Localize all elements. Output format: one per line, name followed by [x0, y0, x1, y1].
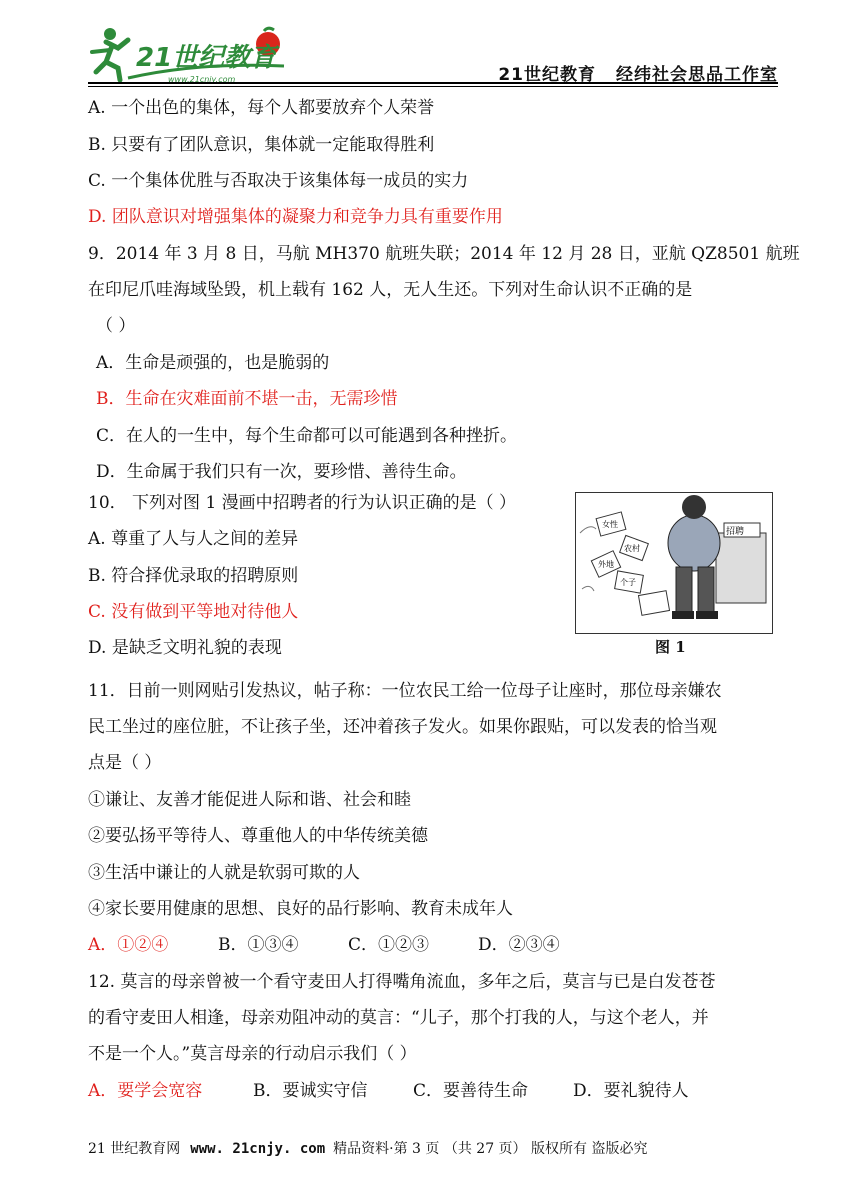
q8-option-c: C. 一个集体优胜与否取决于该集体每一成员的实力	[88, 171, 469, 191]
q9-option-d: D．生命属于我们只有一次，要珍惜、善待生命。	[96, 462, 467, 482]
q11-option-b: B．①③④	[218, 935, 299, 955]
q11-option-d: D．②③④	[478, 935, 560, 955]
q12-option-a-answer: A．要学会宽容	[88, 1081, 203, 1101]
q8-option-b: B. 只要有了团队意识，集体就一定能取得胜利	[88, 135, 435, 155]
page-footer	[88, 1138, 647, 1158]
q10-option-b: B. 符合择优录取的招聘原则	[88, 566, 299, 586]
q10-option-a: A. 尊重了人与人之间的差异	[88, 529, 299, 549]
q12-option-c: C．要善待生命	[413, 1081, 529, 1101]
q11-options	[88, 933, 560, 957]
cartoon-label-recruit: 招聘	[726, 527, 745, 537]
footer-url: www. 21cnjy. com	[190, 1141, 326, 1157]
q11-statement-2: ②要弘扬平等待人、尊重他人的中华传统美德	[88, 826, 428, 846]
footer-site: 21 世纪教育网	[88, 1141, 181, 1157]
q9-option-b-answer: B．生命在灾难面前不堪一击，无需珍惜	[96, 389, 398, 409]
cartoon-label-female: 女性	[602, 520, 618, 529]
header-org-2: 经纬社会思品工作室	[616, 65, 778, 85]
page-header	[88, 20, 778, 90]
logo-url: www.21cnjy.com	[168, 75, 236, 84]
q8-option-a: A. 一个出色的集体，每个人都要放弃个人荣誉	[88, 98, 435, 118]
header-rule-thin	[88, 86, 778, 87]
q10-option-d: D. 是缺乏文明礼貌的表现	[88, 638, 282, 658]
logo-text: 21世纪教育	[136, 43, 277, 73]
cartoon-label-rural: 农村	[624, 544, 640, 553]
q9-option-a: A．生命是顽强的，也是脆弱的	[96, 353, 330, 373]
q11-stem-line1: 11．日前一则网贴引发热议，帖子称：一位农民工给一位母子让座时，那位母亲嫌农	[88, 681, 722, 701]
q9-stem-line2: 在印尼爪哇海域坠毁，机上载有 162 人，无人生还。下列对生命认识不正确的是	[88, 280, 693, 300]
q10-option-c-answer: C. 没有做到平等地对待他人	[88, 602, 299, 622]
q11-stem-line3: 点是（ ）	[88, 753, 162, 773]
q12-options	[88, 1079, 689, 1103]
q11-statement-4: ④家长要用健康的思想、良好的品行影响、教育未成年人	[88, 899, 513, 919]
q8-option-d-answer: D. 团队意识对增强集体的凝聚力和竞争力具有重要作用	[88, 207, 503, 227]
recruiter-cartoon-icon	[576, 493, 772, 633]
q11-option-c: C．①②③	[348, 935, 430, 955]
q9-stem-line1: 9．2014 年 3 月 8 日，马航 MH370 航班失联；2014 年 12 月 28 日，亚航 QZ8501 航班	[88, 244, 800, 264]
q11-option-a-answer: A．①②④	[88, 935, 169, 955]
figure-1-caption: 图 1	[655, 638, 686, 656]
q11-stem-line2: 民工坐过的座位脏，不让孩子坐，还冲着孩子发火。如果你跟贴，可以发表的恰当观	[88, 717, 717, 737]
q11-statement-3: ③生活中谦让的人就是软弱可欺的人	[88, 863, 360, 883]
footer-page-info: 精品资料·第 3 页 （共 27 页） 版权所有 盗版必究	[333, 1141, 648, 1157]
q10-stem: 10． 下列对图 1 漫画中招聘者的行为认识正确的是（ ）	[88, 493, 517, 513]
figure-1-cartoon	[575, 492, 773, 634]
q9-option-c: C．在人的一生中，每个生命都可以可能遇到各种挫折。	[96, 426, 518, 446]
q12-option-b: B．要诚实守信	[253, 1081, 368, 1101]
logo-21cnjy-icon	[88, 22, 288, 86]
cartoon-label-outsider: 外地	[598, 560, 614, 569]
q12-option-d: D．要礼貌待人	[573, 1081, 689, 1101]
q12-stem-line3: 不是一个人。”莫言母亲的行动启示我们（ ）	[88, 1044, 417, 1064]
q12-stem-line2: 的看守麦田人相逢，母亲劝阻冲动的莫言：“儿子，那个打我的人，与这个老人，并	[88, 1008, 709, 1028]
cartoon-label-height: 个子	[620, 578, 636, 587]
header-rule	[88, 82, 778, 84]
q9-stem-line3: （ ）	[96, 316, 136, 336]
q11-statement-1: ①谦让、友善才能促进人际和谐、社会和睦	[88, 790, 411, 810]
q12-stem-line1: 12. 莫言的母亲曾被一个看守麦田人打得嘴角流血，多年之后，莫言与已是白发苍苍	[88, 972, 716, 992]
header-org-1: 21世纪教育	[498, 65, 596, 85]
